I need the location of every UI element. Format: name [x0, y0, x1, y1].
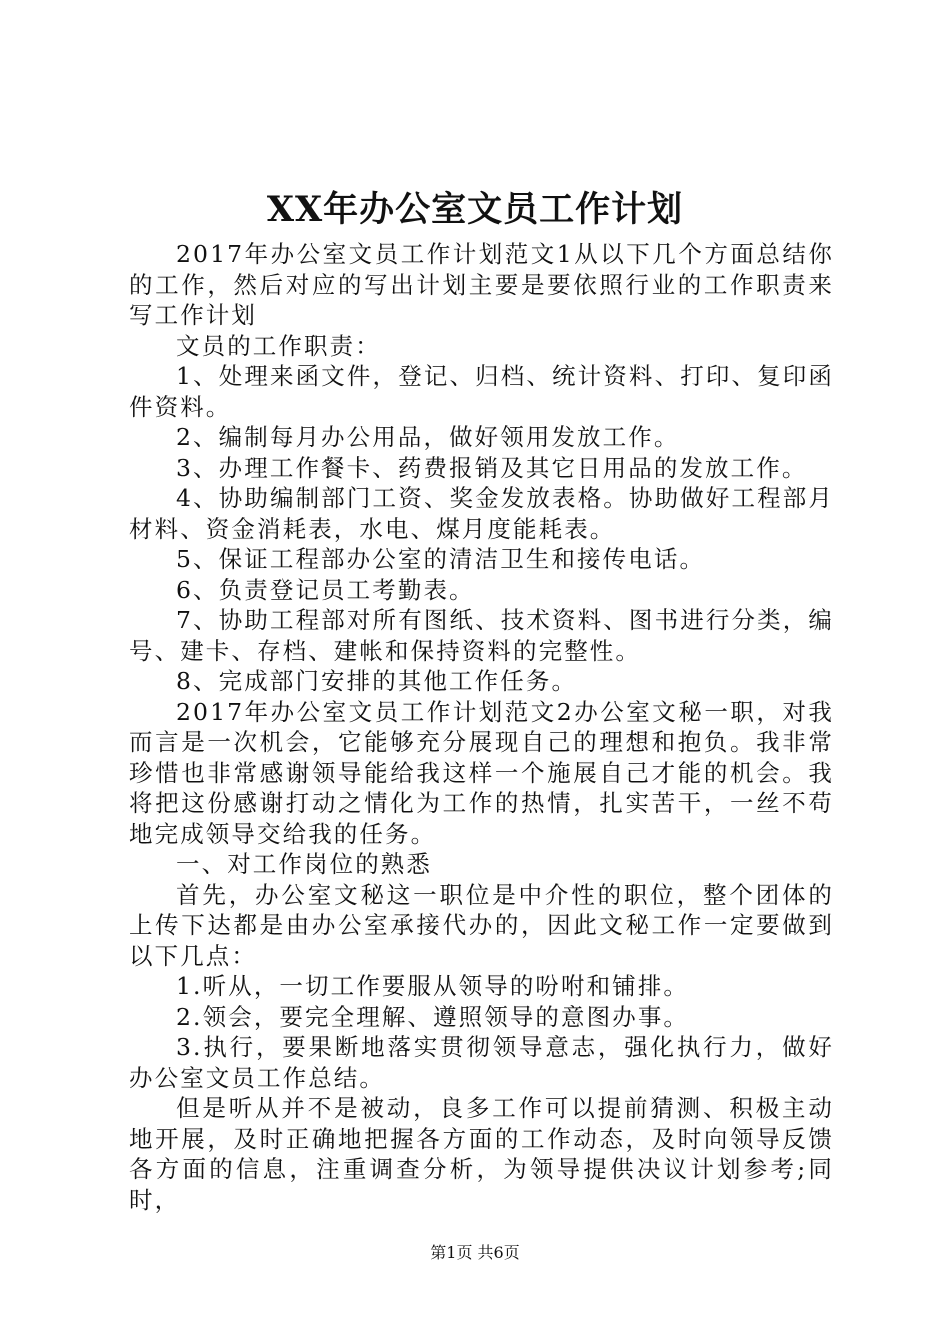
paragraph: 5、保证工程部办公室的清洁卫生和接传电话。	[176, 545, 706, 573]
paragraph: 2017年办公室文员工作计划范文1从以下几个方面总结你的工作，然后对应的写出计划主要是要依照行业的工作职责来写工作计划	[129, 240, 834, 329]
paragraph: 2.领会，要完全理解、遵照领导的意图办事。	[176, 1002, 690, 1031]
paragraph: 7、协助工程部对所有图纸、技术资料、图书进行分类，编号、建卡、存档、建帐和保持资料的完整性。	[129, 606, 834, 665]
paragraph: 6、负责登记员工考勤表。	[176, 575, 475, 604]
document-body	[129, 239, 834, 1215]
paragraph: 4、协助编制部门工资、奖金发放表格。协助做好工程部月材料、资金消耗表，水电、煤月度能耗表。	[129, 484, 834, 543]
document-title: XX年办公室文员工作计划	[266, 189, 684, 230]
section-heading: 一、对工作岗位的熟悉	[176, 850, 432, 878]
paragraph: 文员的工作职责：	[176, 331, 381, 360]
paragraph: 首先，办公室文秘这一职位是中介性的职位，整个团体的上传下达都是由办公室承接代办的，因此文秘工作一定要做到以下几点：	[129, 880, 834, 970]
paragraph: 3.执行，要果断地落实贯彻领导意志，强化执行力，做好办公室文员工作总结。	[129, 1033, 834, 1092]
paragraph: 2017年办公室文员工作计划范文2办公室文秘一职，对我而言是一次机会，它能够充分展现自己的理想和抱负。我非常珍惜也非常感谢领导能给我这样一个施展自己才能的机会。我将把这份感谢打动之情化为工作的热情，扎实苦干，一丝不苟地完成领导交给我的任务。	[129, 697, 834, 848]
paragraph: 2、编制每月办公用品，做好领用发放工作。	[176, 423, 680, 451]
paragraph: 3、办理工作餐卡、药费报销及其它日用品的发放工作。	[176, 453, 808, 482]
paragraph: 8、完成部门安排的其他工作任务。	[176, 667, 578, 695]
page-number: 第1页 共6页	[430, 1243, 520, 1262]
paragraph: 1.听从，一切工作要服从领导的吩咐和铺排。	[176, 972, 690, 1000]
paragraph: 1、处理来函文件，登记、归档、统计资料、打印、复印函件资料。	[129, 362, 834, 421]
paragraph: 但是听从并不是被动，良多工作可以提前猜测、积极主动地开展，及时正确地把握各方面的工作动态，及时向领导反馈各方面的信息，注重调查分析，为领导提供决议计划参考;同时，	[129, 1094, 834, 1214]
